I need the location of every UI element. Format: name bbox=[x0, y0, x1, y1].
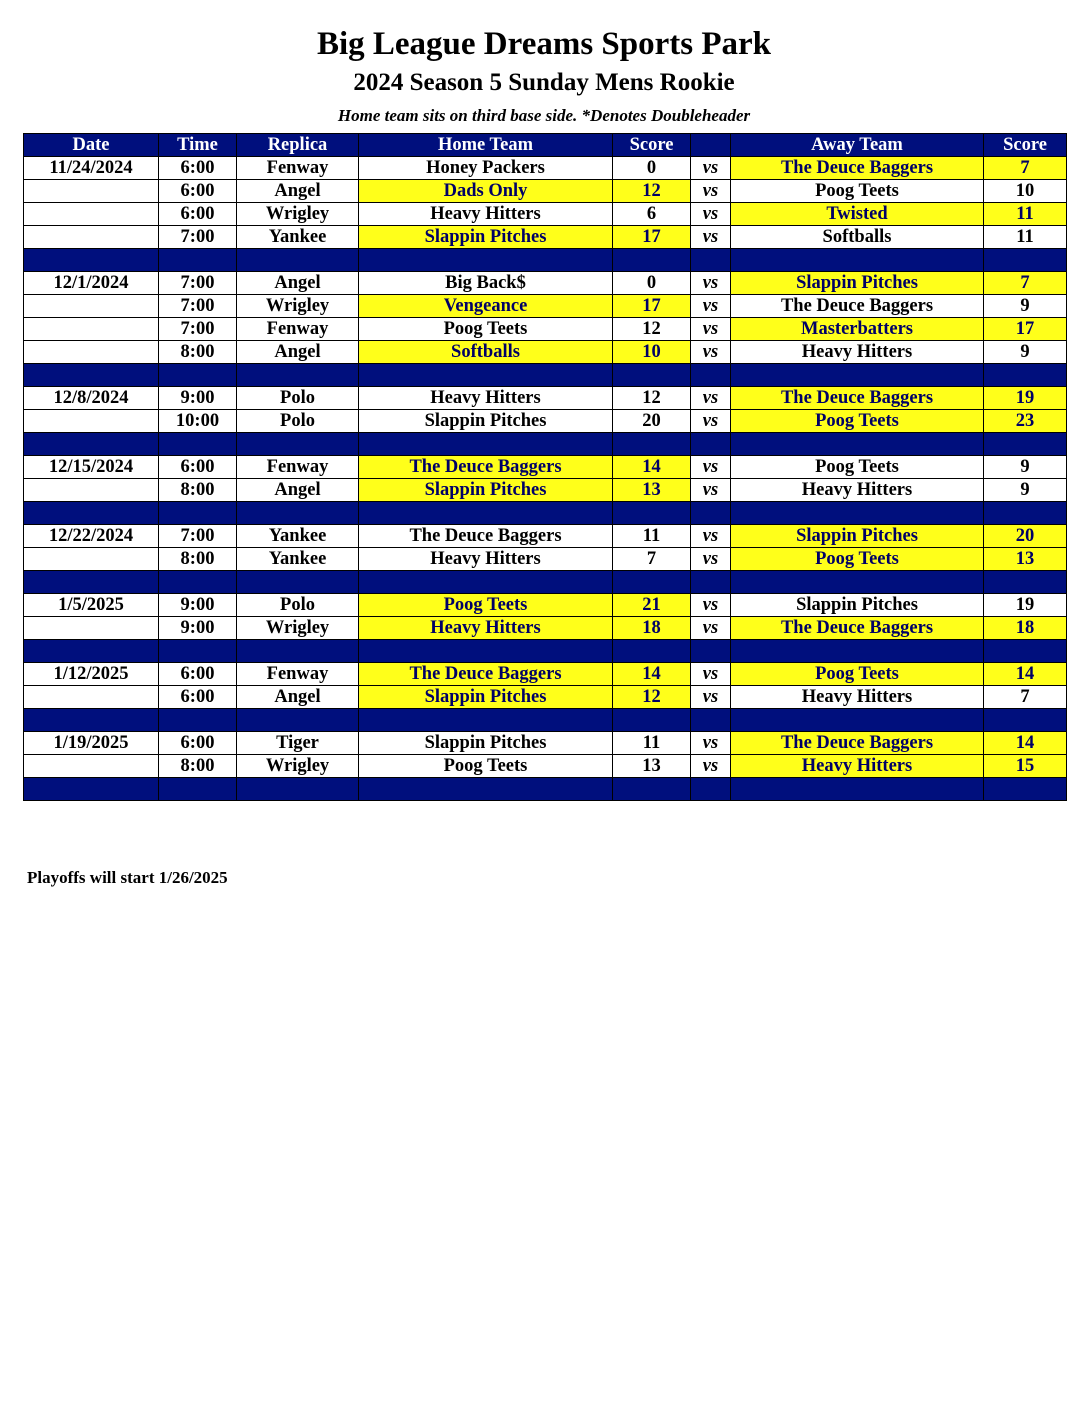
separator-cell bbox=[613, 364, 691, 387]
vs-cell: vs bbox=[691, 272, 731, 295]
separator-cell bbox=[613, 571, 691, 594]
table-row bbox=[24, 387, 1067, 410]
date-cell bbox=[24, 617, 159, 640]
separator-cell bbox=[984, 709, 1067, 732]
separator-cell bbox=[984, 640, 1067, 663]
separator-cell bbox=[359, 640, 613, 663]
home-score-cell: 17 bbox=[613, 295, 691, 318]
time-cell: 8:00 bbox=[159, 341, 237, 364]
separator-cell bbox=[731, 571, 984, 594]
separator-cell bbox=[359, 249, 613, 272]
separator-cell bbox=[984, 502, 1067, 525]
separator-cell bbox=[613, 249, 691, 272]
vs-cell: vs bbox=[691, 686, 731, 709]
home-score-cell: 17 bbox=[613, 226, 691, 249]
week-separator-row bbox=[24, 433, 1067, 456]
time-cell: 10:00 bbox=[159, 410, 237, 433]
separator-cell bbox=[984, 433, 1067, 456]
vs-cell: vs bbox=[691, 548, 731, 571]
separator-cell bbox=[731, 502, 984, 525]
away-team-cell: The Deuce Baggers bbox=[731, 295, 984, 318]
vs-cell: vs bbox=[691, 203, 731, 226]
table-row bbox=[24, 548, 1067, 571]
separator-cell bbox=[159, 778, 237, 801]
away-score-cell: 23 bbox=[984, 410, 1067, 433]
vs-cell: vs bbox=[691, 410, 731, 433]
away-score-cell: 18 bbox=[984, 617, 1067, 640]
away-team-cell: Slappin Pitches bbox=[731, 272, 984, 295]
away-team-cell: The Deuce Baggers bbox=[731, 387, 984, 410]
home-score-cell: 6 bbox=[613, 203, 691, 226]
time-cell: 7:00 bbox=[159, 318, 237, 341]
week-separator-row bbox=[24, 502, 1067, 525]
table-row bbox=[24, 663, 1067, 686]
week-separator-row bbox=[24, 640, 1067, 663]
week-separator-row bbox=[24, 571, 1067, 594]
away-team-cell: The Deuce Baggers bbox=[731, 157, 984, 180]
table-row bbox=[24, 479, 1067, 502]
separator-cell bbox=[731, 640, 984, 663]
away-team-cell: Twisted bbox=[731, 203, 984, 226]
separator-cell bbox=[984, 571, 1067, 594]
separator-cell bbox=[691, 571, 731, 594]
table-row bbox=[24, 594, 1067, 617]
page-subtitle: 2024 Season 5 Sunday Mens Rookie bbox=[353, 69, 735, 96]
home-team-cell: Heavy Hitters bbox=[359, 387, 613, 410]
separator-cell bbox=[237, 709, 359, 732]
vs-cell: vs bbox=[691, 755, 731, 778]
date-cell bbox=[24, 226, 159, 249]
separator-cell bbox=[24, 433, 159, 456]
separator-cell bbox=[24, 502, 159, 525]
separator-cell bbox=[24, 571, 159, 594]
separator-cell bbox=[731, 433, 984, 456]
away-score-cell: 7 bbox=[984, 157, 1067, 180]
table-header-row bbox=[24, 134, 1067, 157]
table-row bbox=[24, 341, 1067, 364]
table-row bbox=[24, 318, 1067, 341]
home-team-cell: Softballs bbox=[359, 341, 613, 364]
away-team-cell: Masterbatters bbox=[731, 318, 984, 341]
time-cell: 8:00 bbox=[159, 755, 237, 778]
date-cell bbox=[24, 341, 159, 364]
vs-cell: vs bbox=[691, 157, 731, 180]
table-row bbox=[24, 686, 1067, 709]
date-cell bbox=[24, 295, 159, 318]
away-score-cell: 15 bbox=[984, 755, 1067, 778]
separator-cell bbox=[237, 249, 359, 272]
time-cell: 7:00 bbox=[159, 226, 237, 249]
separator-cell bbox=[24, 709, 159, 732]
vs-cell: vs bbox=[691, 617, 731, 640]
away-team-cell: Poog Teets bbox=[731, 180, 984, 203]
separator-cell bbox=[731, 249, 984, 272]
home-team-cell: Slappin Pitches bbox=[359, 686, 613, 709]
away-score-cell: 19 bbox=[984, 387, 1067, 410]
date-cell bbox=[24, 318, 159, 341]
vs-cell: vs bbox=[691, 456, 731, 479]
vs-cell: vs bbox=[691, 387, 731, 410]
vs-cell: vs bbox=[691, 663, 731, 686]
table-row bbox=[24, 456, 1067, 479]
date-cell: 1/5/2025 bbox=[24, 594, 159, 617]
separator-cell bbox=[237, 433, 359, 456]
date-cell bbox=[24, 410, 159, 433]
separator-cell bbox=[691, 502, 731, 525]
column-header-vs bbox=[691, 134, 731, 157]
separator-cell bbox=[984, 249, 1067, 272]
page-title: Big League Dreams Sports Park bbox=[316, 26, 772, 62]
replica-cell: Wrigley bbox=[237, 755, 359, 778]
away-team-cell: Poog Teets bbox=[731, 548, 984, 571]
home-team-cell: Heavy Hitters bbox=[359, 203, 613, 226]
vs-cell: vs bbox=[691, 479, 731, 502]
home-score-cell: 12 bbox=[613, 180, 691, 203]
home-team-cell: Heavy Hitters bbox=[359, 617, 613, 640]
time-cell: 9:00 bbox=[159, 617, 237, 640]
separator-cell bbox=[359, 571, 613, 594]
away-score-cell: 10 bbox=[984, 180, 1067, 203]
away-score-cell: 9 bbox=[984, 479, 1067, 502]
time-cell: 8:00 bbox=[159, 479, 237, 502]
date-cell: 12/1/2024 bbox=[24, 272, 159, 295]
home-score-cell: 21 bbox=[613, 594, 691, 617]
separator-cell bbox=[984, 364, 1067, 387]
home-score-cell: 13 bbox=[613, 755, 691, 778]
home-team-cell: The Deuce Baggers bbox=[359, 456, 613, 479]
time-cell: 9:00 bbox=[159, 594, 237, 617]
home-score-cell: 14 bbox=[613, 456, 691, 479]
replica-cell: Polo bbox=[237, 410, 359, 433]
away-team-cell: The Deuce Baggers bbox=[731, 617, 984, 640]
replica-cell: Fenway bbox=[237, 318, 359, 341]
separator-cell bbox=[159, 709, 237, 732]
away-team-cell: Softballs bbox=[731, 226, 984, 249]
home-team-cell: Honey Packers bbox=[359, 157, 613, 180]
away-team-cell: The Deuce Baggers bbox=[731, 732, 984, 755]
home-score-cell: 12 bbox=[613, 387, 691, 410]
away-team-cell: Heavy Hitters bbox=[731, 686, 984, 709]
time-cell: 7:00 bbox=[159, 295, 237, 318]
date-cell: 12/15/2024 bbox=[24, 456, 159, 479]
week-separator-row bbox=[24, 249, 1067, 272]
home-team-cell: Heavy Hitters bbox=[359, 548, 613, 571]
date-cell: 12/8/2024 bbox=[24, 387, 159, 410]
home-team-cell: Poog Teets bbox=[359, 318, 613, 341]
home-score-cell: 7 bbox=[613, 548, 691, 571]
home-team-cell: The Deuce Baggers bbox=[359, 525, 613, 548]
replica-cell: Fenway bbox=[237, 663, 359, 686]
vs-cell: vs bbox=[691, 318, 731, 341]
date-cell bbox=[24, 203, 159, 226]
home-score-cell: 12 bbox=[613, 318, 691, 341]
separator-cell bbox=[24, 640, 159, 663]
separator-cell bbox=[691, 364, 731, 387]
vs-cell: vs bbox=[691, 226, 731, 249]
separator-cell bbox=[237, 364, 359, 387]
column-header-replica: Replica bbox=[237, 134, 359, 157]
separator-cell bbox=[613, 640, 691, 663]
home-team-cell: Slappin Pitches bbox=[359, 732, 613, 755]
separator-cell bbox=[359, 433, 613, 456]
vs-cell: vs bbox=[691, 525, 731, 548]
away-score-cell: 17 bbox=[984, 318, 1067, 341]
time-cell: 6:00 bbox=[159, 456, 237, 479]
home-team-cell: Slappin Pitches bbox=[359, 410, 613, 433]
separator-cell bbox=[691, 778, 731, 801]
away-score-cell: 11 bbox=[984, 203, 1067, 226]
replica-cell: Tiger bbox=[237, 732, 359, 755]
away-score-cell: 11 bbox=[984, 226, 1067, 249]
column-header-home-team: Home Team bbox=[359, 134, 613, 157]
away-score-cell: 7 bbox=[984, 686, 1067, 709]
date-cell: 1/19/2025 bbox=[24, 732, 159, 755]
home-score-cell: 14 bbox=[613, 663, 691, 686]
separator-cell bbox=[613, 502, 691, 525]
away-score-cell: 14 bbox=[984, 663, 1067, 686]
replica-cell: Yankee bbox=[237, 548, 359, 571]
playoffs-note: Playoffs will start 1/26/2025 bbox=[27, 868, 228, 887]
replica-cell: Yankee bbox=[237, 525, 359, 548]
table-row bbox=[24, 226, 1067, 249]
away-team-cell: Poog Teets bbox=[731, 663, 984, 686]
table-row bbox=[24, 295, 1067, 318]
away-team-cell: Heavy Hitters bbox=[731, 479, 984, 502]
table-row bbox=[24, 410, 1067, 433]
separator-cell bbox=[691, 709, 731, 732]
date-cell: 12/22/2024 bbox=[24, 525, 159, 548]
separator-cell bbox=[984, 778, 1067, 801]
separator-cell bbox=[237, 502, 359, 525]
separator-cell bbox=[237, 571, 359, 594]
time-cell: 7:00 bbox=[159, 272, 237, 295]
time-cell: 8:00 bbox=[159, 548, 237, 571]
table-row bbox=[24, 525, 1067, 548]
separator-cell bbox=[691, 640, 731, 663]
home-score-cell: 18 bbox=[613, 617, 691, 640]
home-team-cell: Poog Teets bbox=[359, 594, 613, 617]
date-cell: 1/12/2025 bbox=[24, 663, 159, 686]
date-cell bbox=[24, 686, 159, 709]
replica-cell: Yankee bbox=[237, 226, 359, 249]
separator-cell bbox=[237, 778, 359, 801]
schedule-table bbox=[23, 133, 1067, 801]
home-score-cell: 20 bbox=[613, 410, 691, 433]
replica-cell: Angel bbox=[237, 272, 359, 295]
time-cell: 6:00 bbox=[159, 180, 237, 203]
table-row bbox=[24, 180, 1067, 203]
schedule-note: Home team sits on third base side. *Denotes Doubleheader bbox=[337, 106, 751, 125]
time-cell: 6:00 bbox=[159, 203, 237, 226]
replica-cell: Angel bbox=[237, 341, 359, 364]
away-score-cell: 20 bbox=[984, 525, 1067, 548]
date-cell bbox=[24, 180, 159, 203]
separator-cell bbox=[159, 249, 237, 272]
vs-cell: vs bbox=[691, 594, 731, 617]
separator-cell bbox=[24, 364, 159, 387]
replica-cell: Angel bbox=[237, 180, 359, 203]
table-row bbox=[24, 203, 1067, 226]
column-header-date: Date bbox=[24, 134, 159, 157]
away-score-cell: 9 bbox=[984, 456, 1067, 479]
column-header-time: Time bbox=[159, 134, 237, 157]
time-cell: 6:00 bbox=[159, 663, 237, 686]
vs-cell: vs bbox=[691, 732, 731, 755]
away-score-cell: 9 bbox=[984, 341, 1067, 364]
separator-cell bbox=[613, 433, 691, 456]
replica-cell: Wrigley bbox=[237, 295, 359, 318]
separator-cell bbox=[159, 502, 237, 525]
away-team-cell: Slappin Pitches bbox=[731, 525, 984, 548]
replica-cell: Polo bbox=[237, 594, 359, 617]
time-cell: 7:00 bbox=[159, 525, 237, 548]
week-separator-row bbox=[24, 364, 1067, 387]
time-cell: 6:00 bbox=[159, 686, 237, 709]
column-header-away-team: Away Team bbox=[731, 134, 984, 157]
separator-cell bbox=[159, 640, 237, 663]
home-team-cell: Big Back$ bbox=[359, 272, 613, 295]
home-score-cell: 0 bbox=[613, 157, 691, 180]
home-team-cell: Poog Teets bbox=[359, 755, 613, 778]
week-separator-row bbox=[24, 709, 1067, 732]
away-team-cell: Poog Teets bbox=[731, 456, 984, 479]
separator-cell bbox=[613, 709, 691, 732]
separator-cell bbox=[731, 364, 984, 387]
separator-cell bbox=[691, 249, 731, 272]
away-team-cell: Poog Teets bbox=[731, 410, 984, 433]
replica-cell: Fenway bbox=[237, 456, 359, 479]
away-score-cell: 14 bbox=[984, 732, 1067, 755]
date-cell bbox=[24, 755, 159, 778]
replica-cell: Angel bbox=[237, 479, 359, 502]
separator-cell bbox=[359, 502, 613, 525]
column-header-home-score: Score bbox=[613, 134, 691, 157]
replica-cell: Polo bbox=[237, 387, 359, 410]
time-cell: 6:00 bbox=[159, 157, 237, 180]
date-cell: 11/24/2024 bbox=[24, 157, 159, 180]
replica-cell: Angel bbox=[237, 686, 359, 709]
home-team-cell: The Deuce Baggers bbox=[359, 663, 613, 686]
home-score-cell: 11 bbox=[613, 525, 691, 548]
away-team-cell: Heavy Hitters bbox=[731, 755, 984, 778]
home-score-cell: 12 bbox=[613, 686, 691, 709]
separator-cell bbox=[359, 709, 613, 732]
separator-cell bbox=[359, 778, 613, 801]
away-score-cell: 9 bbox=[984, 295, 1067, 318]
date-cell bbox=[24, 548, 159, 571]
table-row bbox=[24, 272, 1067, 295]
separator-cell bbox=[237, 640, 359, 663]
table-row bbox=[24, 755, 1067, 778]
vs-cell: vs bbox=[691, 180, 731, 203]
replica-cell: Wrigley bbox=[237, 617, 359, 640]
home-score-cell: 11 bbox=[613, 732, 691, 755]
separator-cell bbox=[731, 778, 984, 801]
vs-cell: vs bbox=[691, 295, 731, 318]
away-score-cell: 7 bbox=[984, 272, 1067, 295]
away-team-cell: Slappin Pitches bbox=[731, 594, 984, 617]
away-team-cell: Heavy Hitters bbox=[731, 341, 984, 364]
separator-cell bbox=[731, 709, 984, 732]
separator-cell bbox=[24, 778, 159, 801]
away-score-cell: 13 bbox=[984, 548, 1067, 571]
separator-cell bbox=[159, 433, 237, 456]
home-team-cell: Slappin Pitches bbox=[359, 226, 613, 249]
separator-cell bbox=[691, 433, 731, 456]
separator-cell bbox=[159, 364, 237, 387]
home-score-cell: 0 bbox=[613, 272, 691, 295]
separator-cell bbox=[159, 571, 237, 594]
time-cell: 6:00 bbox=[159, 732, 237, 755]
separator-cell bbox=[613, 778, 691, 801]
replica-cell: Fenway bbox=[237, 157, 359, 180]
home-score-cell: 10 bbox=[613, 341, 691, 364]
home-team-cell: Vengeance bbox=[359, 295, 613, 318]
column-header-away-score: Score bbox=[984, 134, 1067, 157]
separator-cell bbox=[359, 364, 613, 387]
schedule-body bbox=[24, 157, 1067, 801]
week-separator-row bbox=[24, 778, 1067, 801]
table-row bbox=[24, 617, 1067, 640]
table-row bbox=[24, 157, 1067, 180]
home-team-cell: Slappin Pitches bbox=[359, 479, 613, 502]
time-cell: 9:00 bbox=[159, 387, 237, 410]
home-team-cell: Dads Only bbox=[359, 180, 613, 203]
separator-cell bbox=[24, 249, 159, 272]
home-score-cell: 13 bbox=[613, 479, 691, 502]
replica-cell: Wrigley bbox=[237, 203, 359, 226]
vs-cell: vs bbox=[691, 341, 731, 364]
date-cell bbox=[24, 479, 159, 502]
away-score-cell: 19 bbox=[984, 594, 1067, 617]
table-row bbox=[24, 732, 1067, 755]
